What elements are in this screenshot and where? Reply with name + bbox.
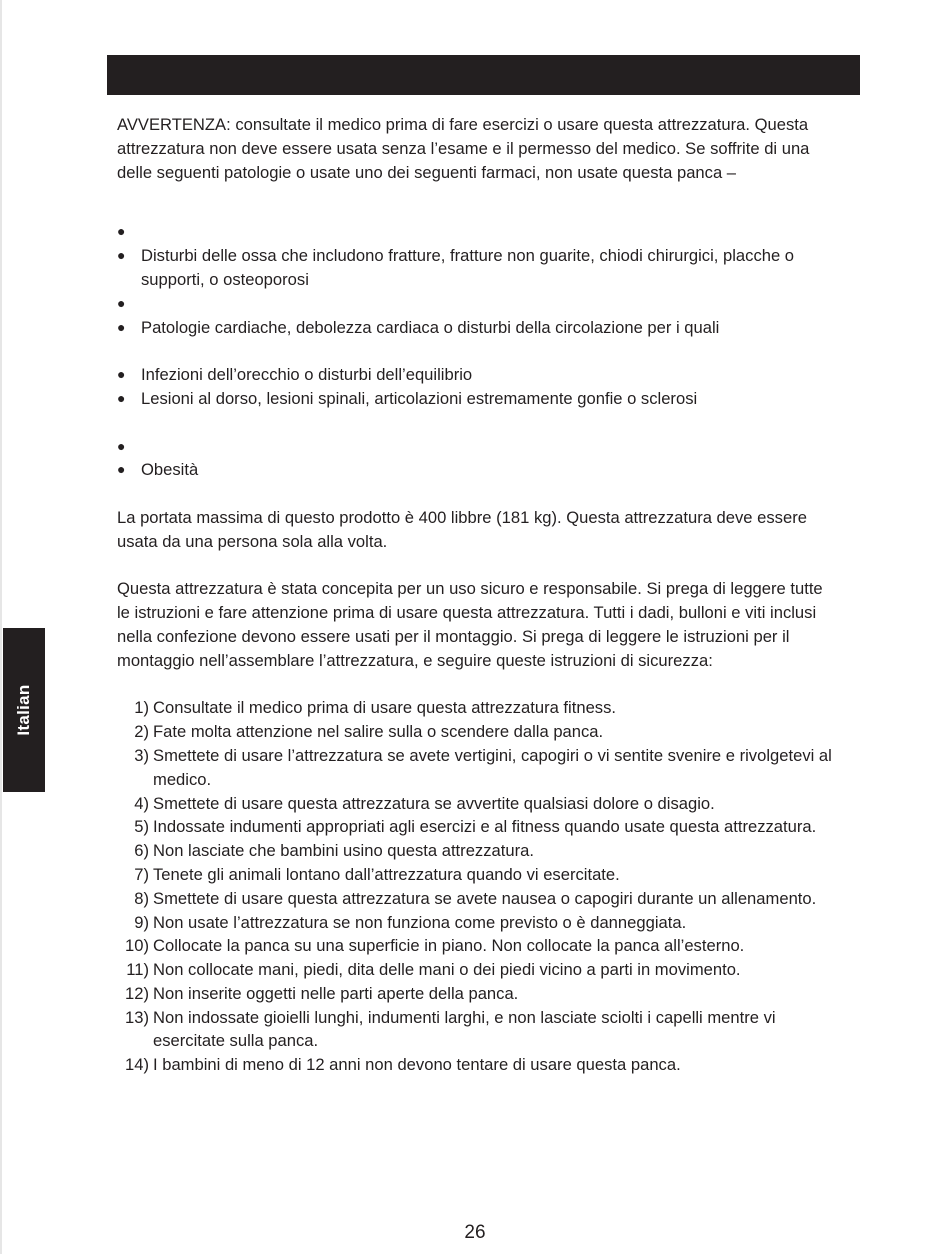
safety-rule-item: [117, 1006, 837, 1054]
rule-number: 9): [134, 912, 149, 932]
rule-number: 5): [134, 817, 149, 837]
safety-rule-item: [117, 863, 837, 887]
rule-number: 1): [134, 698, 149, 718]
condition-item: ● Lesioni al dorso, lesioni spinali, articolazioni estremamente gonfie o sclerosi: [117, 387, 837, 411]
rule-text: I bambini di meno di 12 anni non devono tentare di usare questa panca.: [153, 1055, 681, 1075]
rule-text: Smettete di usare l’attrezzatura se avete vertigini, capogiri o vi sentite svenire e rivolgetevi al medico.: [153, 745, 832, 789]
safety-rule-item: [117, 982, 837, 1006]
safety-rules-list: [117, 696, 837, 1077]
rule-number: 10): [125, 936, 149, 956]
rule-number: 6): [134, 841, 149, 861]
list-spacer: [117, 339, 837, 363]
rule-text: Non usate l’attrezzatura se non funziona come previsto o è danneggiata.: [153, 912, 687, 932]
safety-intro-paragraph: Questa attrezzatura è stata concepita per un uso sicuro e responsabile. Si prega di leggere tutte le istruzioni e fare attenzione prima di usare questa attrezzatura. Tutti i dadi, bulloni e viti inclusi nella confezione devono essere usati per il montaggio. Si prega di leggere le istruzioni per il montaggio nell’assemblare l’attrezzatura, e seguire queste istruzioni di sicurezza:: [117, 579, 823, 670]
rule-number: 14): [125, 1055, 149, 1075]
rule-number: 12): [125, 983, 149, 1003]
safety-rule-item: [117, 744, 837, 792]
main-content: [117, 113, 837, 1077]
condition-item: ● Obesità: [117, 458, 837, 482]
rule-number: 13): [125, 1007, 149, 1027]
rule-text: Consultate il medico prima di usare questa attrezzatura fitness.: [153, 698, 617, 718]
safety-rule-item: [117, 839, 837, 863]
rule-text: Non inserite oggetti nelle parti aperte della panca.: [153, 983, 519, 1003]
rule-number: 7): [134, 864, 149, 884]
safety-rule-item: [117, 696, 837, 720]
condition-item: ● Disturbi delle ossa che includono fratture, fratture non guarite, chiodi chirurgici, placche o supporti, o osteoporosi: [117, 244, 837, 292]
rule-number: 2): [134, 722, 149, 742]
rule-text: Indossate indumenti appropriati agli esercizi e al fitness quando usate questa attrezzatura.: [153, 817, 817, 837]
rule-text: Smettete di usare questa attrezzatura se avvertite qualsiasi dolore o disagio.: [153, 793, 715, 813]
page-number: 26: [464, 1222, 486, 1243]
safety-rule-item: [117, 720, 837, 744]
condition-item: [117, 292, 837, 316]
rule-number: 8): [134, 888, 149, 908]
rule-text: Tenete gli animali lontano dall’attrezzatura quando vi esercitate.: [153, 864, 620, 884]
safety-rule-item: [117, 792, 837, 816]
header-bar: [107, 55, 860, 95]
rule-text: Non indossate gioielli lunghi, indumenti larghi, e non lasciate sciolti i capelli mentre vi esercitate sulla panca.: [153, 1007, 776, 1051]
safety-rule-item: [117, 887, 837, 911]
rule-number: 11): [126, 960, 149, 980]
safety-rule-item: [117, 958, 837, 982]
condition-item: ● Infezioni dell’orecchio o disturbi dell’equilibrio: [117, 363, 837, 387]
rule-text: Non lasciate che bambini usino questa attrezzatura.: [153, 841, 534, 861]
rule-text: Fate molta attenzione nel salire sulla o scendere dalla panca.: [153, 722, 604, 742]
safety-rule-item: [117, 815, 837, 839]
safety-rule-item: [117, 934, 837, 958]
list-spacer: [117, 411, 837, 435]
rule-text: Collocate la panca su una superficie in piano. Non collocate la panca all’esterno.: [153, 936, 745, 956]
language-tab: [3, 628, 45, 792]
warning-paragraph: AVVERTENZA: consultate il medico prima di fare esercizi o usare questa attrezzatura. Questa attrezzatura non deve essere usata senza l’esame e il permesso del medico. Se soffrite di una delle seguenti patologie o usate uno dei seguenti farmaci, non usate questa panca –: [117, 115, 810, 182]
language-tab-label: Italian: [14, 684, 33, 736]
condition-item: [117, 220, 837, 244]
rule-number: 3): [134, 745, 149, 765]
condition-item: ● Patologie cardiache, debolezza cardiaca o disturbi della circolazione per i quali: [117, 316, 837, 340]
rule-text: Non collocate mani, piedi, dita delle mani o dei piedi vicino a parti in movimento.: [153, 960, 741, 980]
safety-rule-item: [117, 1053, 837, 1077]
conditions-list: [117, 220, 837, 482]
rule-number: 4): [134, 793, 149, 813]
condition-item: [117, 435, 837, 459]
page-edge: [0, 0, 2, 1254]
rule-text: Smettete di usare questa attrezzatura se avete nausea o capogiri durante un allenamento.: [153, 888, 817, 908]
capacity-paragraph: La portata massima di questo prodotto è 400 libbre (181 kg). Questa attrezzatura deve essere usata da una persona sola alla volta.: [117, 507, 807, 551]
safety-rule-item: [117, 911, 837, 935]
